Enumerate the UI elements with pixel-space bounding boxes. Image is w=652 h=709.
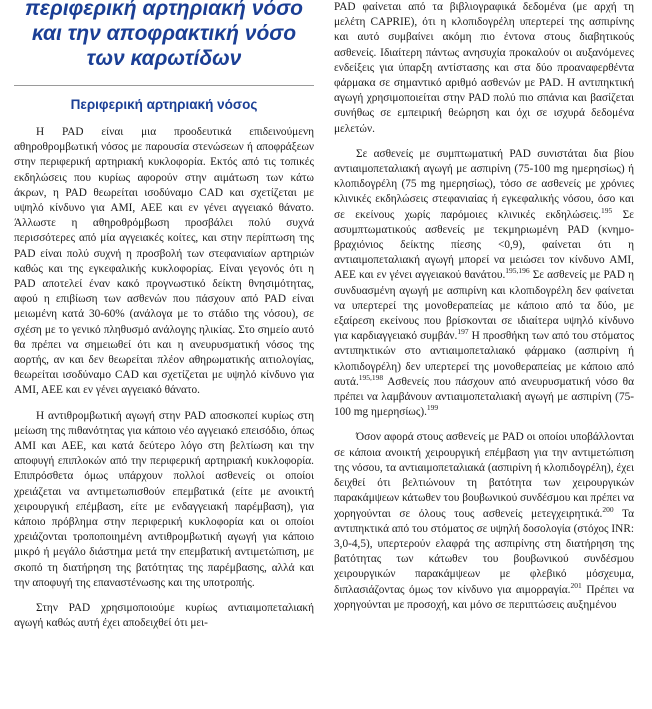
title-divider [14, 85, 314, 86]
paragraph-p5 [334, 147, 634, 421]
text-run: Σε ασθενείς με PAD η συνδυασμένη αγωγή με ασπιρίνη και κλοπιδογρέλη δεν φαίνεται να υπερτερεί της μονοθεραπείας με κάποιο από τα δύο, με εξαίρεση εκείνους που βρίσκονται σε ιδιαίτερα υψηλό κίνδυνο για καρδιαγγειακό συμβάν. [334, 269, 634, 343]
right-column-body [334, 0, 634, 613]
paragraph-p6 [334, 430, 634, 612]
citation-ref: 199 [426, 403, 439, 413]
text-run: Η προσθήκη των από του στόματος αντιπηκτικών στο αντιαιμοπεταλιακό φάρμακο (ασπιρίνη ή κλοπιδογρέλη) δεν υπερτερεί της μονοθεραπείας με κάποιο από αυτά. [334, 330, 634, 388]
citation-ref: 195 [600, 205, 613, 215]
text-run: Σε ασθενείς με συμπτωματική PAD συνιστάται δια βίου αντιαιμοπεταλιακή αγωγή με ασπιρίνη (75-100 mg ημερησίως) ή κλοπιδογρέλη (75 mg ημερησίως), τόσο σε ασθενείς με χρόνιες κλινικές εκδηλώσεις στεφανιαίας ή εγκεφαλικής νόσου, όσο και σε εκείνους χωρίς παρόμοιες κλινικές εκδηλώσεις. [334, 147, 634, 221]
citation-ref: 195,198 [358, 373, 384, 383]
article-title: περιφερική αρτηριακή νόσο και την αποφρακτική νόσο των καρωτίδων [24, 0, 303, 70]
citation-ref: 195,196 [505, 266, 530, 276]
section-heading: Περιφερική αρτηριακή νόσος [70, 97, 258, 112]
left-column [14, 0, 314, 709]
text-run: Όσον αφορά στους ασθενείς με PAD οι οποίοι υποβάλλονται σε κάποια ανοικτή χειρουργική επέμβαση για την αντιμετώπιση της νόσου, τα αντιαιμοπεταλιακά (ασπιρίνη ή κλοπιδογρέλη), έχει δειχθεί ότι βελτιώνουν τη βατότητα των χειρουργικών παρακάμψεων κάτωθεν του βουβωνικού συνδέσμου και πρέπει να χορηγούνται σε όλους τους ασθενείς μετεγχειρητικά. [334, 431, 634, 520]
paragraph-p4 [334, 0, 634, 137]
text-run: Η αντιθρομβωτική αγωγή στην PAD αποσκοπεί κυρίως στη μείωση της πιθανότητας για κάποιο νέο αγγειακό επεισόδιο, όπως AMI και AEE, και κατά δεύτερο λόγο στη βελτίωση και την αποφυγή επιπλοκών από την περιφερική αρτηριακή κυκλοφορία. Επιπρόσθετα όμως υπάρχουν πολλοί ασθενείς οι οποίοι χρειάζεται να αντιμετωπισθούν επεμβατικά (είτε με ανοικτή χειρουργική επέμβαση, είτε με ενδαγγειακή παρέμβαση), για κάποιο πρόβλημα στην περιφερική κυκλοφορία και οι οποίοι χρειάζονται τροποποιημένη αντιθρομβωτική αγωγή για κάποιο μικρό ή μεγάλο διάστημα μετά την επεμβατική αντιμετώπιση, με σκοπό τη διατήρηση της βατότητας της παρέμβασης, αλλά και την αποφυγή της επαναστένωσης και της υποτροπής. [14, 409, 314, 589]
citation-ref: 201 [570, 580, 582, 590]
left-column-body [14, 125, 314, 632]
paragraph-p1 [14, 125, 314, 399]
text-run: Η PAD είναι μια προοδευτικά επιδεινούμενη αθηροθρομβωτική νόσος με παρουσία στενώσεων ή αποφράξεων στην περιφερική αρτηριακή κυκλοφορία. Εκτός από τις τοπικές εκδηλώσεις που κυρίως αφορούν στην αιμάτωση των κάτω άκρων, η PAD θεωρείται ισοδύναμο CAD και σχετίζεται με υψηλό κίνδυνο για AMI, AEE και εν γένει αγγειακό θάνατο. Άλλωστε η αθηροθρόμβωση προσβάλει πολύ συχνά περισσότερες από μία αγγειακές κοίτες, και στην περίπτωση της PAD είναι πολύ συχνή η προσβολή των στεφανιαίων αρτηριών καθώς και της εγκεφαλικής κυκλοφορίας. Είναι γεγονός ότι η PAD αποτελεί έναν κακό προγνωστικό δείκτη θνησιμότητας, αφού η επιβίωση των ασθενών που πάσχουν από PAD είναι μειωμένη κατά 30-60% (ανάλογα με το στάδιο της νόσου), σε σχέση με το γενικό πληθυσμό ανάλογης ηλικίας. Στο σημείο αυτό θα πρέπει να σημειωθεί ότι και η ανευρυσματική νόσος της αορτής, αν και δεν θεωρείται πλέον αθηρωματικής αιτιολογίας, θεωρείται ισοδύναμο CAD και σχετίζεται με υψηλό κίνδυνο για AMI, AEE και εν γένει αγγειακό θάνατο. [14, 126, 314, 397]
text-run: Ασθενείς που πάσχουν από ανευρυσματική νόσο θα πρέπει να λαμβάνουν αντιαιμοπεταλιακή αγωγή με ασπιρίνη (75-100 mg ημερησίως). [334, 375, 634, 419]
text-run: Σε ασυμπτωματικούς ασθενείς με τεκμηριωμένη PAD (κνημο-βραχιόνιος δείκτης πίεσης <0,9), φαίνεται ότι η αντιαιμοπεταλιακή αγωγή μπορεί να μειώσει τον κίνδυνο AMI, AEE και εν γένει αγγειακού θανάτου. [334, 208, 634, 282]
citation-ref: 197 [457, 327, 469, 337]
text-run: Τα αντιπηκτικά από του στόματος σε υψηλή δοσολογία (στόχος INR: 3,0-4,5), υπερτερούν ελαφρά της ασπιρίνης στη διατήρηση της βατότητας των κάτωθεν του βουβωνικού συνδέσμου χειρουργικών παρακάμψεων με φλεβικό μόσχευμα, διπλασιάζοντας όμως τον κίνδυνο για αιμορραγία. [334, 507, 634, 596]
text-run: Πρέπει να χορηγούνται με προσοχή, και μόνο σε περιπτώσεις αυξημένου [334, 583, 634, 611]
text-run: PAD φαίνεται από τα βιβλιογραφικά δεδομένα (με αρχή τη μελέτη CAPRIE), ότι η κλοπιδογρέλη υπερτερεί της ασπιρίνης και αυτό συμβαίνει ακόμη πιο έντονα στους διαβητικούς ασθενείς. Ιδιαίτερη πάντως ανησυχία προκαλούν οι αυξανόμενες ενδείξεις για ύπαρξη αντίστασης και στα δύο προαναφερθέντα φάρμακα σε σημαντικό αριθμό ασθενών με PAD. Η αντιπηκτική αγωγή χρησιμοποιείται στην PAD πολύ πιο σπάνια και βασίζεται συνήθως σε εμπειρική θεώρηση και όχι σε ισχυρά δεδομένα μελετών. [334, 1, 634, 135]
text-run: Στην PAD χρησιμοποιούμε κυρίως αντιαιμοπεταλιακή αγωγή καθώς αυτή έχει αποδειχθεί ότι μει- [14, 602, 314, 630]
paragraph-p3 [14, 601, 314, 631]
paragraph-p2 [14, 409, 314, 591]
citation-ref: 200 [602, 504, 614, 514]
right-column [334, 0, 634, 709]
